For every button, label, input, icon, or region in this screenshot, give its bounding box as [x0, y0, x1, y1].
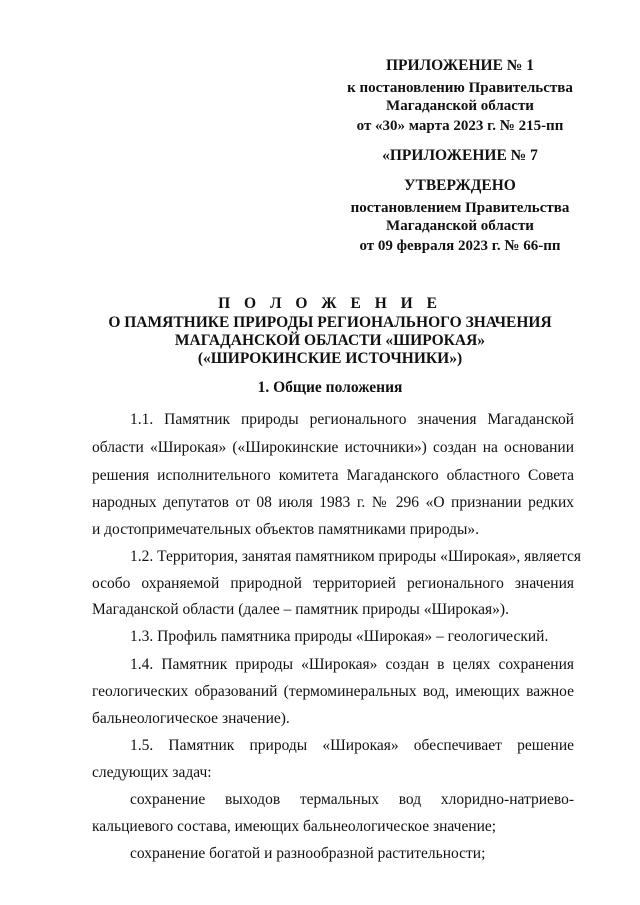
- paragraph-line: особо охраняемой природной территорией регионального значения: [92, 575, 574, 592]
- appendix-1-line: к постановлению Правительства: [347, 80, 573, 96]
- paragraph-line: геологических образований (термоминеральных вод, имеющих важное: [92, 683, 574, 700]
- paragraph-line: 1.3. Профиль памятника природы «Широкая» – геологический.: [130, 628, 549, 645]
- paragraph-line: следующих задач:: [92, 764, 212, 781]
- document-subtitle-line: МАГАДАНСКОЙ ОБЛАСТИ «ШИРОКАЯ»: [174, 332, 486, 349]
- document-title: П О Л О Ж Е Н И Е: [218, 295, 442, 312]
- approved-line: Магаданской области: [386, 218, 534, 234]
- paragraph-line: Магаданской области (далее – памятник природы «Широкая»).: [92, 601, 509, 618]
- list-item-line: сохранение выходов термальных вод хлоридно-натриево-: [130, 791, 574, 808]
- approved-line: постановлением Правительства: [350, 200, 570, 216]
- paragraph-line: 1.2. Территория, занятая памятником природы «Широкая», является: [130, 548, 582, 565]
- paragraph-line: решения исполнительного комитета Магаданского областного Совета: [92, 467, 574, 484]
- paragraph-line: 1.4. Памятник природы «Широкая» создан в целях сохранения: [130, 656, 574, 673]
- paragraph-line: 1.1. Памятник природы регионального значения Магаданской: [130, 411, 574, 428]
- list-item-line: сохранение богатой и разнообразной растительности;: [130, 845, 486, 862]
- approved-title: УТВЕРЖДЕНО: [404, 177, 516, 194]
- paragraph-line: народных депутатов от 08 июля 1983 г. № 296 «О признании редких: [92, 494, 574, 511]
- paragraph-line: и достопримечательных объектов памятниками природы».: [92, 521, 480, 538]
- approved-line: от 09 февраля 2023 г. № 66-пп: [359, 238, 561, 254]
- document-subtitle-line: («ШИРОКИНСКИЕ ИСТОЧНИКИ»): [197, 350, 463, 367]
- paragraph-line: бальнеологическое значение).: [92, 710, 290, 727]
- list-item-line: кальциевого состава, имеющих бальнеологическое значение;: [92, 818, 497, 835]
- appendix-1-title: ПРИЛОЖЕНИЕ № 1: [386, 57, 534, 74]
- section-heading: 1. Общие положения: [257, 379, 403, 396]
- paragraph-line: области «Широкая» («Широкинские источники») создан на основании: [92, 439, 574, 456]
- appendix-7-title: «ПРИЛОЖЕНИЕ № 7: [382, 147, 538, 164]
- appendix-1-line: от «30» марта 2023 г. № 215-пп: [356, 118, 564, 134]
- document-subtitle-line: О ПАМЯТНИКЕ ПРИРОДЫ РЕГИОНАЛЬНОГО ЗНАЧЕНИЯ: [108, 314, 552, 331]
- paragraph-line: 1.5. Памятник природы «Широкая» обеспечивает решение: [130, 737, 574, 754]
- appendix-1-line: Магаданской области: [386, 98, 534, 114]
